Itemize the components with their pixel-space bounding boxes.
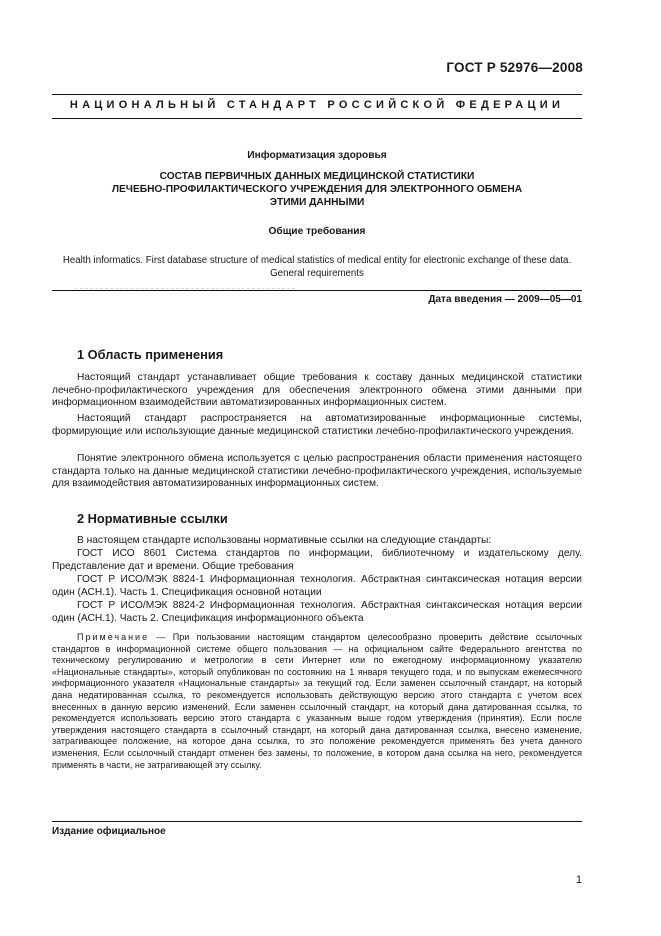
normative-reference: ГОСТ Р ИСО/МЭК 8824-2 Информационная технология. Абстрактная синтаксическая нотация версии один (АСН.1). Часть 2. Спецификация информационного объекта (52, 600, 582, 624)
national-standard-heading: НАЦИОНАЛЬНЫЙ СТАНДАРТ РОССИЙСКОЙ ФЕДЕРАЦИИ (69, 99, 565, 111)
normative-reference: ГОСТ ИСО 8601 Система стандартов по информации, библиотечному и издательскому делу. Представление дат и времени. Общие требования (52, 548, 582, 572)
document-category: Информатизация здоровья (247, 150, 387, 161)
document-number: ГОСТ Р 52976—2008 (446, 60, 583, 75)
title-line: СОСТАВ ПЕРВИЧНЫХ ДАННЫХ МЕДИЦИНСКОЙ СТАТИСТИКИ (159, 171, 475, 182)
faint-mark (75, 288, 295, 289)
section-1-paragraph: Настоящий стандарт устанавливает общие требования к составу данных медицинской статистики лечебно-профилактического учреждения для обеспечения электронного обмена этими данными при информационном взаимодействии автоматизированных информационных систем. (52, 372, 582, 409)
english-title (52, 254, 582, 280)
header-rule (52, 118, 582, 119)
note-label: Примечание (77, 632, 150, 642)
section-1-heading: 1 Область применения (77, 347, 224, 362)
page-number: 1 (575, 874, 582, 886)
edition-label: Издание официальное (52, 826, 166, 837)
english-title-line: General requirements (270, 268, 364, 279)
note-text: — При пользовании настоящим стандартом целесообразно проверить действие ссылочных стандартов в информационной системе общего пользования — на официальном сайте Федерального агентства по техническому регулированию и метрологии в сети Интернет или по ежегодному информационному указателю «Национальные стандарты», который опубликован по состоянию на 1 января текущего года, и по выпускам ежемесячного информационного указателя «Национальные стандарты» за текущий год. Если заменен ссылочный стандарт, на который дана недатированная ссылка, то рекомендуется использовать действующую версию этого стандарта с учетом всех внесенных в данную версию изменений. Если заменен ссылочный стандарт, на который дана датированная ссылка, то рекомендуется использовать версию этого стандарта с указанным выше годом утверждения (принятия). Если после утверждения настоящего стандарта в ссылочный стандарт, на который дана датированная ссылка, внесено изменение, затрагивающее положение, на которое дана ссылка, то это положение рекомендуется применять без учета данного изменения. Если ссылочный стандарт отменен без замены, то положение, в котором дана ссылка на него, рекомендуется применять в части, не затрагивающей эту ссылку. (52, 632, 582, 770)
normative-reference: ГОСТ Р ИСО/МЭК 8824-1 Информационная технология. Абстрактная синтаксическая нотация версии один (АСН.1). Часть 1. Спецификация основной нотации (52, 574, 582, 598)
section-1-paragraph: Понятие электронного обмена используется с целью распространения области применения настоящего стандарта только на данные медицинской статистики лечебно-профилактического учреждения, используемые для взаимодействия автоматизированных информационных систем. (52, 453, 582, 490)
english-title-line: Health informatics. First database structure of medical statistics of medical entity for electronic exchange of these data. (62, 255, 572, 266)
date-rule (52, 290, 582, 291)
title-line: ЭТИМИ ДАННЫМИ (269, 197, 365, 208)
section-1-paragraph: Настоящий стандарт распространяется на автоматизированные информационные системы, формирующие или использующие данные медицинской статистики лечебно-профилактического учреждения. (52, 413, 582, 437)
document-title (52, 170, 582, 209)
document-subtitle: Общие требования (268, 226, 366, 237)
section-2-intro: В настоящем стандарте использованы нормативные ссылки на следующие стандарты: (77, 535, 492, 546)
top-rule (52, 94, 582, 95)
note-paragraph (52, 632, 582, 771)
effective-date: Дата введения — 2009—05—01 (428, 294, 582, 305)
title-line: ЛЕЧЕБНО-ПРОФИЛАКТИЧЕСКОГО УЧРЕЖДЕНИЯ ДЛЯ ЭЛЕКТРОННОГО ОБМЕНА (111, 184, 523, 195)
footer-rule (52, 821, 582, 822)
section-2-heading: 2 Нормативные ссылки (77, 511, 228, 526)
